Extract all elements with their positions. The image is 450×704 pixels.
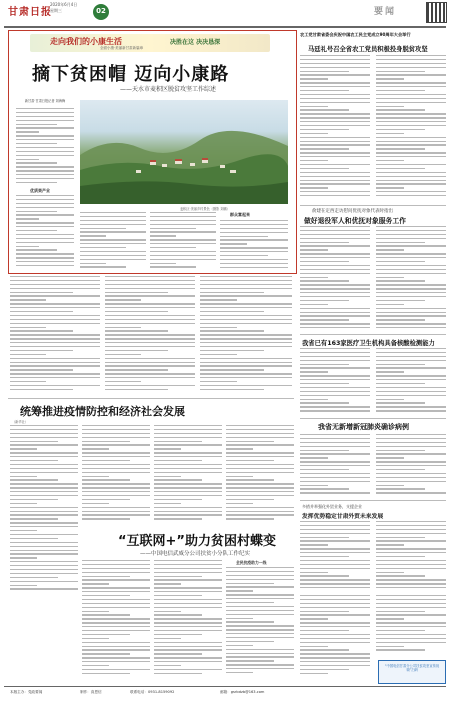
photo-caption: 麦积区·美丽乡村景色（摄影 刘鹏）: [180, 207, 230, 211]
bottom-story-headline: “互联网+”助力贫困村蝶变: [118, 534, 276, 549]
side-story-5-subhead: 发挥优势稳定甘肃外贸未来发展: [302, 514, 384, 520]
top-story-continued-col-1: [10, 276, 100, 396]
banner-tag: 决胜在这 决决恳深: [170, 39, 221, 46]
side-divider-3: [300, 418, 446, 419]
top-story-body-col-2: [80, 212, 146, 270]
footer-divider: [4, 686, 446, 687]
top-story-byline: 新甘肃·甘肃日报记者 刘海梅: [24, 99, 66, 103]
bottom-story-subhead: ——中国电信武威分公司扶贫小分队工作纪实: [140, 551, 251, 557]
side-story-2-subhead: 做好退役军人和优抚对象服务工作: [304, 217, 406, 225]
mid-story-headline: 统筹推进疫情防控和经济社会发展: [20, 405, 185, 418]
bottom-story-col-2: [154, 560, 222, 680]
side-story-5-body-b: [376, 521, 446, 591]
paper-logo: 甘肃日报: [8, 7, 52, 18]
mid-story-lead: （新华社）: [12, 420, 28, 424]
side-story-1-headline: 农工党甘肃省委会庆祝中国农工民主党成立90周年大会举行: [300, 32, 411, 37]
issue-weekday: 星期三: [50, 8, 62, 13]
side-divider-1: [300, 205, 446, 206]
footer-phone: 联系电话：0931-8159092: [130, 690, 175, 694]
mid-story-col-1: [10, 425, 78, 595]
side-divider-2: [300, 334, 446, 335]
side-story-1-body-a: [300, 55, 370, 203]
top-story-continued-col-2: [105, 276, 195, 396]
bottom-story-col-5: [376, 595, 446, 657]
side-story-3-body-a: [300, 348, 370, 416]
side-story-4-body-a: [300, 434, 370, 498]
mid-story-col-2: [82, 425, 150, 525]
landscape-photo-art: [80, 100, 288, 204]
mid-divider: [8, 398, 294, 399]
top-story-body-col-3: [150, 212, 216, 270]
page-number: 02: [96, 7, 106, 15]
mid-story-col-3: [154, 425, 222, 525]
top-story-section-title-2: 群众富起来: [230, 212, 250, 217]
side-story-4-body-b: [376, 434, 446, 498]
bottom-story-col-3: [226, 567, 294, 680]
top-story-headline: 摘下贫困帽 迈向小康路: [32, 64, 230, 85]
side-story-1-body-b: [376, 55, 446, 203]
top-story-subhead: ——天水市麦积区脱贫攻坚工作综述: [120, 86, 217, 93]
side-story-4-headline: 我省无新增新冠肺炎确诊病例: [318, 423, 409, 431]
side-story-2-headline: 俞建在定西走访慰问优抚对象代表时指出: [312, 209, 393, 214]
section-name: 要闻: [374, 7, 397, 17]
banner-subtitle: 全面小康·美丽新甘肃新篇章: [100, 46, 144, 50]
qr-code-icon: [426, 2, 447, 23]
masthead-divider: [4, 26, 446, 28]
bottom-story-col-1: [82, 560, 150, 680]
side-story-3-headline: 我省已有163家医疗卫生机构具备核酸检测能力: [302, 340, 435, 347]
bottom-story-sidebar-title: 全民抗疫助力一线: [236, 560, 267, 565]
landscape-photo: [80, 100, 288, 204]
issue-date: 2020年6月4日: [50, 2, 78, 7]
side-story-2-body-a: [300, 226, 370, 332]
mid-story-col-4: [226, 425, 294, 525]
top-story-section-title: 优质果产业: [30, 188, 50, 193]
side-story-5-headline: 多措并举强化外贸业务，支援企业: [302, 504, 362, 509]
bottom-story-col-4: [300, 595, 370, 680]
footer-producer: 制作：高恩信: [80, 690, 102, 694]
qr-promo-box: [378, 660, 446, 684]
top-story-body-col-1: [16, 108, 74, 188]
side-divider-4: [300, 500, 446, 501]
top-story-body-col-1b: [16, 195, 74, 271]
masthead: [0, 0, 450, 26]
side-story-3-body-b: [376, 348, 446, 416]
side-story-1-subhead: 马廷礼号召全省农工党员积极投身脱贫攻坚: [308, 46, 428, 53]
top-story-banner: [30, 34, 270, 52]
qr-promo-label: “中国电信甘肃分公司扶贫攻坚宣传视频”扫码: [384, 664, 440, 673]
banner-title: 走向我们的小康生活: [50, 37, 122, 46]
footer-editor: 本版主办：党政要闻: [10, 690, 43, 694]
top-story-body-col-4: [220, 220, 288, 270]
footer-email: 邮箱：gsrbdzb@163.com: [220, 690, 265, 694]
top-story-continued-col-3: [200, 276, 292, 396]
side-story-2-body-b: [376, 226, 446, 332]
side-story-5-body-a: [300, 521, 370, 591]
